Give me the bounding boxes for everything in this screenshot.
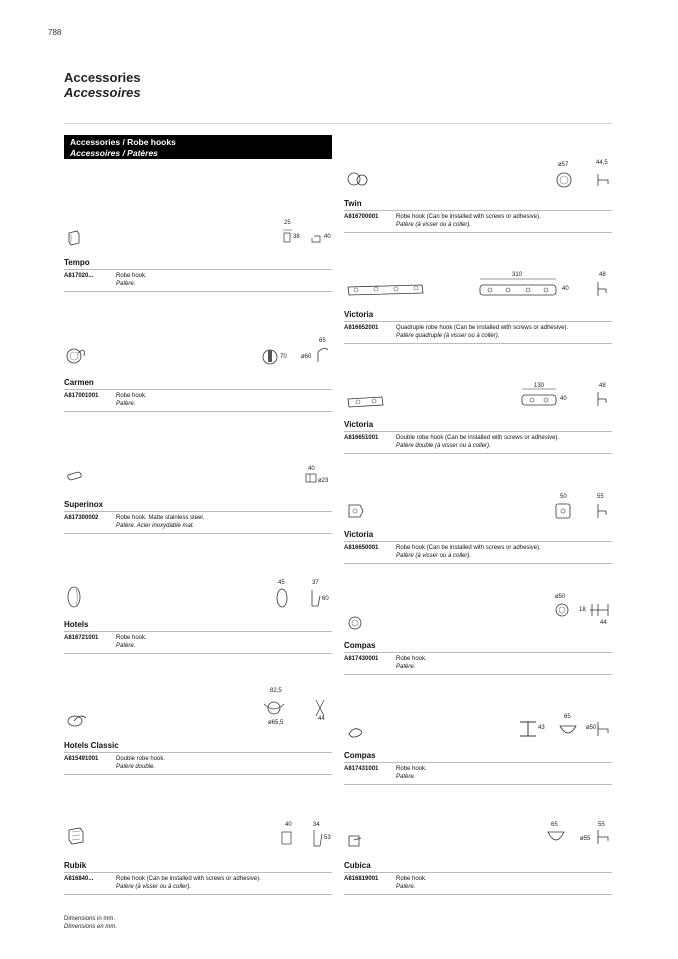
compas-hook-icon (346, 614, 364, 632)
product-name: Hotels Classic (64, 741, 119, 750)
rubik-dim-1: 40 (285, 822, 292, 828)
victoria-quad-dim-3: 48 (599, 272, 606, 278)
product-rubik (64, 861, 332, 895)
rubik-dim-2: 34 (313, 822, 320, 828)
victoria-quad-drawing-icon (478, 276, 612, 300)
desc-en: Robe hook (Can be installed with screws or adhesive). (396, 545, 541, 551)
product-carmen (64, 378, 332, 412)
product-code: A816651001 (344, 435, 379, 441)
product-name: Cubica (344, 861, 371, 870)
desc-en: Quadruple robe hook (Can be installed with screws or adhesive). (396, 325, 569, 331)
product-hotels (64, 620, 332, 654)
desc-en: Robe hook. (116, 393, 147, 399)
product-hotels-classic (64, 741, 332, 775)
compas-dim-2: 18 (579, 607, 586, 613)
product-code: A817001001 (64, 393, 99, 399)
carmen-dim-2: 70 (280, 354, 287, 360)
desc-fr: Patère (à visser ou à coller). (396, 553, 472, 559)
carmen-drawing-icon (262, 344, 332, 368)
product-row (64, 269, 332, 292)
desc-en: Robe hook. (116, 635, 147, 641)
product-code: A816700001 (344, 214, 379, 220)
cubica-dim-1: 65 (551, 822, 558, 828)
product-code: A816650001 (344, 545, 379, 551)
product-victoria-quad (344, 310, 612, 344)
hotels-dim-2: 37 (312, 580, 319, 586)
twin-dim-1: ø57 (558, 162, 569, 168)
desc-fr: Patère (à visser ou à coller). (116, 884, 192, 890)
footnote-fr: Dimensions en mm. (64, 924, 118, 930)
product-name: Victoria (344, 420, 374, 429)
page-heading (64, 70, 141, 100)
victoria-double-dim-2: 40 (560, 396, 567, 402)
compas-2-hook-icon (346, 724, 366, 740)
victoria-double-dim-3: 48 (599, 383, 606, 389)
footnote (64, 915, 117, 931)
desc-en: Robe hook. (396, 656, 427, 662)
product-code: A817300002 (64, 515, 99, 521)
product-row (64, 511, 332, 534)
product-row (344, 431, 612, 454)
product-name: Twin (344, 199, 362, 208)
cubica-hook-icon (346, 832, 364, 850)
compas-2-drawing-icon (518, 718, 612, 742)
product-code: A817020... (64, 273, 94, 279)
victoria-single-drawing-icon (554, 500, 612, 522)
victoria-quad-hook-icon (346, 282, 426, 298)
desc-fr: Patère quadruple (à visser ou à coller). (396, 333, 500, 339)
product-code: A816652001 (344, 325, 379, 331)
rubik-hook-icon (66, 826, 86, 846)
product-name: Victoria (344, 310, 374, 319)
product-twin (344, 199, 612, 233)
carmen-dim-3: ø60 (301, 354, 312, 360)
tempo-dim-2: 38 (293, 234, 300, 240)
product-name: Carmen (64, 378, 94, 387)
section-fr: Accessoires / Patères (70, 148, 158, 158)
desc-fr: Patère (à visser ou à coller). (396, 222, 472, 228)
desc-en: Robe hook. Matte stainless steel. (116, 515, 205, 521)
product-name: Rubik (64, 861, 87, 870)
product-code: A815491001 (64, 756, 99, 762)
product-name: Hotels (64, 620, 89, 629)
compas-2-dim-2: 65 (564, 714, 571, 720)
desc-fr: Patère. Acier inoxydable mat. (116, 523, 195, 529)
hotels-classic-hook-icon (66, 712, 88, 728)
tempo-dim-3: 40 (324, 234, 331, 240)
product-name: Tempo (64, 258, 90, 267)
cubica-drawing-icon (544, 826, 612, 850)
product-superinox (64, 500, 332, 534)
tempo-dim-1: 25 (284, 220, 291, 226)
hotels-classic-dim-3: 44 (318, 716, 325, 722)
desc-fr: Patère. (396, 774, 416, 780)
twin-drawing-icon (554, 170, 612, 190)
heading-fr: Accessoires (64, 85, 141, 100)
twin-dim-2: 44,5 (596, 160, 608, 166)
superinox-dim-1: 40 (308, 466, 315, 472)
victoria-quad-dim-1: 310 (512, 272, 523, 278)
hotels-dim-3: 60 (322, 596, 329, 602)
product-cubica (344, 861, 612, 895)
superinox-hook-icon (66, 470, 84, 484)
product-code: A817431001 (344, 766, 379, 772)
product-compas (344, 641, 612, 675)
product-row (344, 321, 612, 344)
product-row (64, 752, 332, 775)
victoria-single-dim-2: 55 (597, 494, 604, 500)
victoria-single-hook-icon (346, 502, 366, 520)
section-band (64, 135, 332, 159)
rubik-dim-3: 53 (324, 835, 331, 841)
tempo-hook-icon (66, 230, 82, 246)
compas-2-dim-3: ø50 (586, 725, 597, 731)
desc-fr: Patère double (à visser ou à coller). (396, 443, 491, 449)
footnote-en: Dimensions in mm. (64, 916, 116, 922)
product-tempo (64, 258, 332, 292)
product-code: A816721001 (64, 635, 99, 641)
product-name: Victoria (344, 530, 374, 539)
victoria-quad-dim-2: 40 (562, 286, 569, 292)
desc-en: Robe hook (Can be installed with screws or adhesive). (396, 214, 541, 220)
heading-en: Accessories (64, 70, 141, 85)
compas-dim-1: ø50 (555, 594, 566, 600)
product-row (344, 210, 612, 233)
cubica-dim-3: ø55 (580, 836, 591, 842)
hotels-hook-icon (66, 585, 82, 609)
product-name: Compas (344, 641, 376, 650)
product-code: A816819001 (344, 876, 379, 882)
victoria-double-hook-icon (346, 394, 386, 410)
twin-hook-icon (346, 170, 370, 188)
hotels-dim-1: 45 (278, 580, 285, 586)
desc-en: Robe hook. (396, 766, 427, 772)
product-victoria-double (344, 420, 612, 454)
hotels-classic-dim-2: ø65,5 (268, 720, 284, 726)
product-row (64, 389, 332, 412)
section-en: Accessories / Robe hooks (70, 137, 176, 147)
product-row (344, 541, 612, 564)
desc-fr: Patère. (116, 401, 136, 407)
top-rule (64, 123, 612, 124)
superinox-dim-2: ø23 (318, 478, 329, 484)
desc-fr: Patère. (116, 643, 136, 649)
hotels-classic-dim-1: 82,5 (270, 688, 282, 694)
desc-fr: Patère double. (116, 764, 156, 770)
desc-en: Double robe hook. (116, 756, 166, 762)
desc-fr: Patère. (396, 884, 416, 890)
desc-en: Double robe hook (Can be installed with screws or adhesive). (396, 435, 560, 441)
product-row (64, 872, 332, 895)
desc-en: Robe hook. (396, 876, 427, 882)
product-name: Compas (344, 751, 376, 760)
desc-en: Robe hook. (116, 273, 147, 279)
product-row (344, 762, 612, 785)
compas-2-dim-1: 43 (538, 725, 545, 731)
product-name: Superinox (64, 500, 104, 509)
carmen-dim-1: 65 (319, 338, 326, 344)
product-row (344, 652, 612, 675)
carmen-hook-icon (66, 344, 88, 366)
product-row (64, 631, 332, 654)
desc-fr: Patère. (116, 281, 136, 287)
product-compas-2 (344, 751, 612, 785)
product-victoria-single (344, 530, 612, 564)
desc-fr: Patère. (396, 664, 416, 670)
victoria-double-dim-1: 130 (534, 383, 545, 389)
page-number: 788 (48, 28, 62, 37)
desc-en: Robe hook (Can be installed with screws or adhesive). (116, 876, 261, 882)
victoria-single-dim-1: 50 (560, 494, 567, 500)
cubica-dim-2: 55 (598, 822, 605, 828)
product-code: A816840... (64, 876, 94, 882)
compas-dim-3: 44 (600, 620, 607, 626)
product-code: A817430001 (344, 656, 379, 662)
product-row (344, 872, 612, 895)
